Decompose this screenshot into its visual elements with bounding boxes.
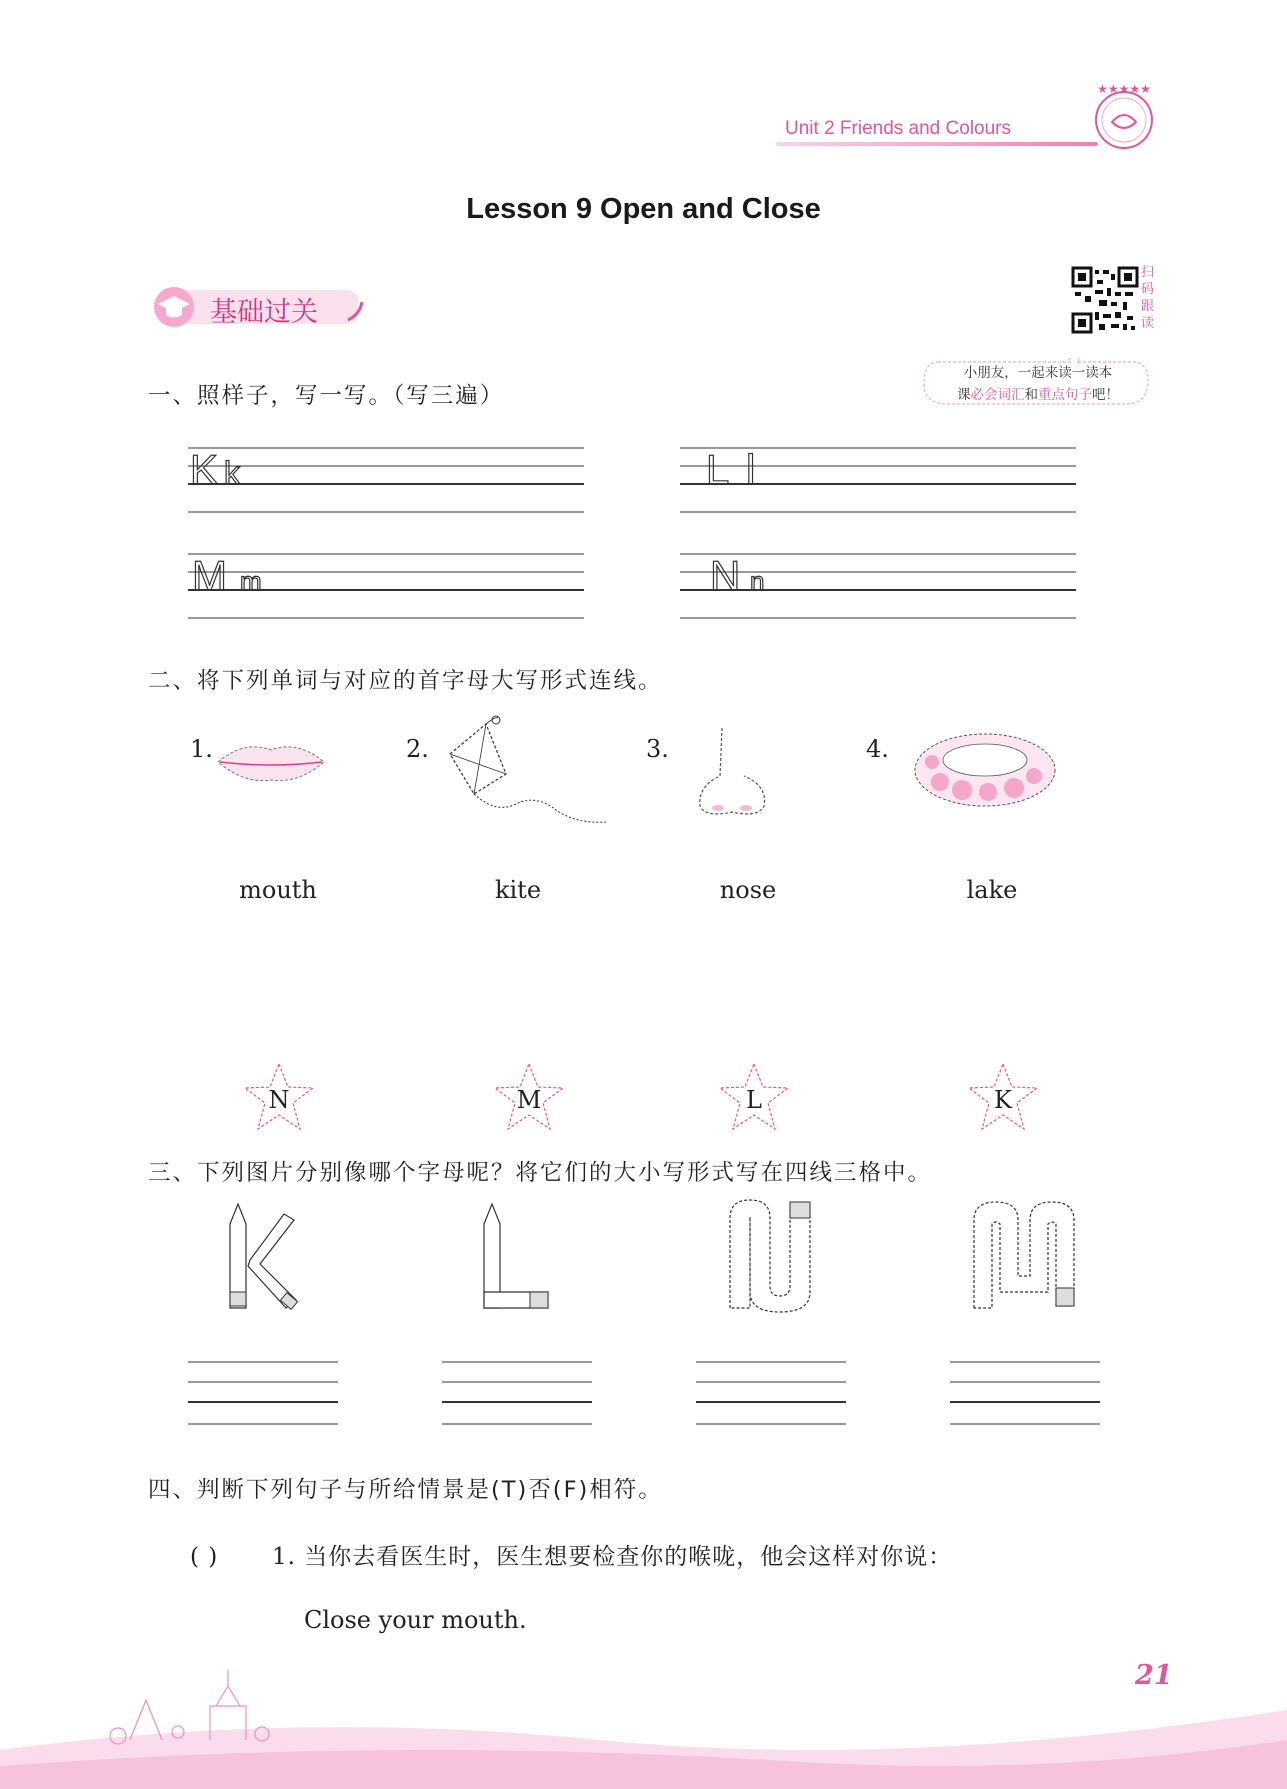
word-label: nose: [719, 876, 777, 904]
brand-seal-icon: [1088, 80, 1160, 152]
section-3-heading: 三、下列图片分别像哪个字母呢？将它们的大小写形式写在四线三格中。: [148, 1160, 933, 1186]
qr-caption: 扫码跟读: [1141, 265, 1155, 331]
answer-lines[interactable]: [694, 1358, 850, 1428]
writing-lines-n[interactable]: [680, 552, 1080, 624]
bubble-line-1: 小朋友，一起来读一读本: [963, 365, 1113, 381]
star-letter: L: [746, 1086, 762, 1114]
answer-lines[interactable]: [186, 1358, 342, 1428]
traced-letter: m: [240, 566, 262, 596]
unit-header: Unit 2 Friends and Colours: [785, 118, 1011, 139]
english-sentence: Close your mouth.: [304, 1606, 527, 1634]
answer-lines[interactable]: [948, 1358, 1104, 1428]
pencil-m-picture: [966, 1196, 1086, 1316]
answer-lines[interactable]: [440, 1358, 596, 1428]
lips-picture: [214, 736, 328, 786]
star-letter: N: [268, 1086, 290, 1114]
question-text: 1. 当你去看医生时，医生想要检查你的喉咙，他会这样对你说：: [272, 1544, 953, 1570]
svg-text:★★★★★: ★★★★★: [1097, 82, 1151, 96]
lesson-title: Lesson 9 Open and Close: [466, 193, 821, 225]
section-4-heading: 四、判断下列句子与所给情景是(T)否(F)相符。: [148, 1477, 663, 1503]
traced-letter: M: [192, 552, 227, 599]
writing-lines-m[interactable]: [188, 552, 588, 624]
traced-letter: K: [190, 446, 219, 493]
traced-letter: L: [706, 446, 730, 493]
header-divider: [776, 142, 1098, 146]
item-number: 2.: [406, 735, 429, 763]
bubble-text: [928, 362, 1148, 406]
word-label: kite: [494, 876, 542, 904]
writing-lines-l[interactable]: [680, 446, 1080, 518]
traced-letter: N: [710, 552, 741, 599]
bubble-line-2: 课必会词汇和重点句子吧！: [957, 387, 1119, 403]
qr-code-icon[interactable]: [1071, 266, 1139, 334]
traced-letter: k: [224, 455, 240, 491]
item-number: 1.: [190, 735, 213, 763]
pencil-n-picture: [722, 1196, 824, 1316]
banner-title: 基础过关: [210, 297, 318, 328]
item-number: 4.: [866, 735, 889, 763]
traced-letter: l: [746, 446, 756, 493]
pencil-k-picture: [222, 1200, 304, 1312]
answer-paren[interactable]: ( ): [190, 1544, 219, 1570]
item-number: 3.: [646, 735, 669, 763]
star-letter: K: [994, 1086, 1012, 1114]
writing-lines-k[interactable]: [188, 446, 588, 518]
page-number: 21: [1135, 1660, 1173, 1691]
footer-decoration: [0, 1640, 1287, 1789]
pencil-l-picture: [478, 1200, 554, 1312]
kite-picture: [446, 714, 610, 830]
question-1: [190, 1538, 952, 1571]
section-1-heading: 一、照样子，写一写。（写三遍）: [148, 383, 505, 409]
word-label: lake: [966, 876, 1018, 904]
section-2-heading: 二、将下列单词与对应的首字母大写形式连线。: [148, 668, 663, 694]
star-letter: M: [516, 1086, 542, 1114]
word-label: mouth: [239, 876, 317, 904]
nose-picture: [692, 726, 776, 818]
traced-letter: n: [750, 566, 765, 596]
lake-picture: [910, 720, 1060, 812]
